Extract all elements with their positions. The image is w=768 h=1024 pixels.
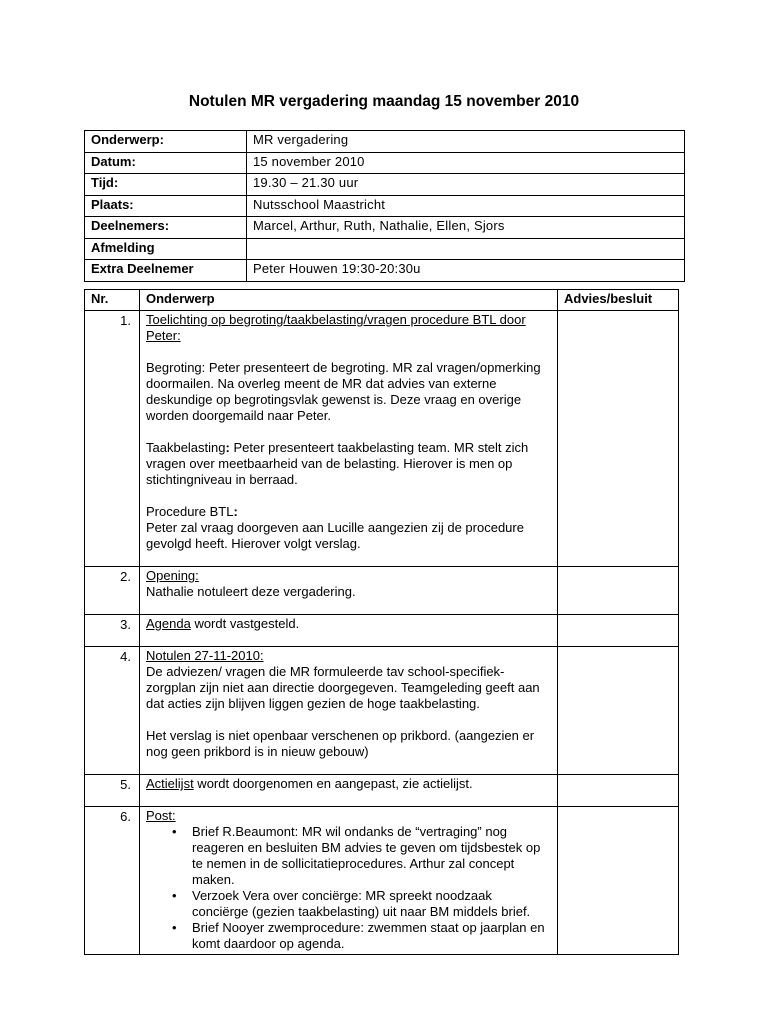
info-value: 15 november 2010	[247, 152, 685, 174]
notulen-paragraph-2: Het verslag is niet openbaar verschenen op prikbord. (aangezien er nog geen prikbord is in nieuw gebouw)	[146, 728, 535, 759]
item-content	[140, 647, 558, 775]
item-number: 1.	[85, 311, 140, 567]
info-value: MR vergadering	[247, 131, 685, 153]
info-row-afmelding	[85, 238, 685, 260]
item-number: 2.	[85, 567, 140, 615]
info-label: Tijd:	[85, 174, 247, 196]
item-heading: Notulen 27-11-2010:	[146, 648, 264, 663]
info-row-extra-deelnemer	[85, 260, 685, 282]
item-heading: Opening:	[146, 568, 199, 583]
item-heading: Actielijst	[146, 776, 194, 791]
bullet-icon: •	[172, 920, 177, 935]
agenda-row-4	[85, 647, 679, 775]
taakbelasting-paragraph	[146, 440, 551, 488]
info-row-datum	[85, 152, 685, 174]
info-row-onderwerp	[85, 131, 685, 153]
post-list	[146, 824, 551, 952]
taakbelasting-label: Taakbelasting	[146, 440, 226, 455]
list-item-text: Brief R.Beaumont: MR wil ondanks de “vertraging” nog reageren en besluiten BM advies te geven om tijdsbestek op te nemen in de sollicitatieprocedures. Arthur zal concept maken.	[192, 824, 541, 887]
taakbelasting-colon: :	[225, 440, 230, 455]
list-item	[172, 888, 551, 920]
item-content	[140, 567, 558, 615]
bullet-icon: •	[172, 824, 177, 839]
item-heading: Post:	[146, 808, 176, 823]
advies-cell	[558, 615, 679, 647]
header-advies: Advies/besluit	[558, 290, 679, 311]
agenda-row-6	[85, 807, 679, 955]
item-text: wordt vastgesteld.	[190, 616, 300, 631]
info-value	[247, 238, 685, 260]
header-onderwerp: Onderwerp	[140, 290, 558, 311]
info-value: Peter Houwen 19:30-20:30u	[247, 260, 685, 282]
item-text: Nathalie notuleert deze vergadering.	[146, 584, 356, 599]
list-item-text: Verzoek Vera over conciërge: MR spreekt noodzaak conciërge (gezien taakbelasting) uit naar BM middels brief.	[192, 888, 531, 919]
list-item-text: Brief Nooyer zwemprocedure: zwemmen staat op jaarplan en komt daardoor op agenda.	[192, 920, 545, 951]
agenda-table	[84, 289, 679, 955]
info-row-tijd	[85, 174, 685, 196]
item-number: 5.	[85, 775, 140, 807]
procedure-label: Procedure BTL	[146, 504, 234, 519]
item-content	[140, 807, 558, 955]
info-row-plaats	[85, 195, 685, 217]
list-item	[172, 920, 551, 952]
item-line	[146, 616, 551, 632]
agenda-row-1	[85, 311, 679, 567]
info-label: Afmelding	[85, 238, 247, 260]
notulen-paragraph-1: De adviezen/ vragen die MR formuleerde tav school-specifiek-zorgplan zijn niet aan directie doorgegeven. Teamgeleding geeft aan dat acties zijn blijven liggen gezien de hoge taakbelasting.	[146, 664, 540, 711]
item-content	[140, 775, 558, 807]
item-content	[140, 615, 558, 647]
info-label: Onderwerp:	[85, 131, 247, 153]
procedure-text: Peter zal vraag doorgeven aan Lucille aangezien zij de procedure gevolgd heeft. Hierover volgt verslag.	[146, 520, 524, 551]
header-nr: Nr.	[85, 290, 140, 311]
info-label: Deelnemers:	[85, 217, 247, 239]
list-item	[172, 824, 551, 888]
agenda-header-row	[85, 290, 679, 311]
page-title: Notulen MR vergadering maandag 15 november 2010	[188, 93, 580, 110]
item-number: 4.	[85, 647, 140, 775]
item-content	[140, 311, 558, 567]
info-value: 19.30 – 21.30 uur	[247, 174, 685, 196]
procedure-label-line	[146, 504, 551, 520]
taakbelasting-text: Peter presenteert taakbelasting team. MR stelt zich vragen over meetbaarheid van de belasting. Hierover is men op stichtingniveau in berraad.	[146, 440, 529, 487]
advies-cell	[558, 567, 679, 615]
advies-cell	[558, 775, 679, 807]
item-line	[146, 776, 551, 792]
item-number: 6.	[85, 807, 140, 955]
begroting-paragraph: Begroting: Peter presenteert de begroting. MR zal vragen/opmerking doormailen. Na overleg meent de MR dat advies van externe deskundige op begrotingsvlak gewenst is. Deze vraag en overige worden doorgemaild naar Peter.	[146, 360, 541, 423]
item-number: 3.	[85, 615, 140, 647]
agenda-row-5	[85, 775, 679, 807]
advies-cell	[558, 647, 679, 775]
info-row-deelnemers	[85, 217, 685, 239]
procedure-colon: :	[233, 504, 238, 519]
agenda-row-2	[85, 567, 679, 615]
meeting-info-table	[84, 130, 685, 282]
info-label: Plaats:	[85, 195, 247, 217]
info-value: Nutsschool Maastricht	[247, 195, 685, 217]
item-text: wordt doorgenomen en aangepast, zie actielijst.	[193, 776, 473, 791]
item-heading: Toelichting op begroting/taakbelasting/vragen procedure BTL door Peter:	[146, 312, 526, 343]
info-label: Datum:	[85, 152, 247, 174]
advies-cell	[558, 807, 679, 955]
agenda-row-3	[85, 615, 679, 647]
info-label: Extra Deelnemer	[85, 260, 247, 282]
info-value: Marcel, Arthur, Ruth, Nathalie, Ellen, Sjors	[247, 217, 685, 239]
advies-cell	[558, 311, 679, 567]
item-heading: Agenda	[146, 616, 191, 631]
bullet-icon: •	[172, 888, 177, 903]
